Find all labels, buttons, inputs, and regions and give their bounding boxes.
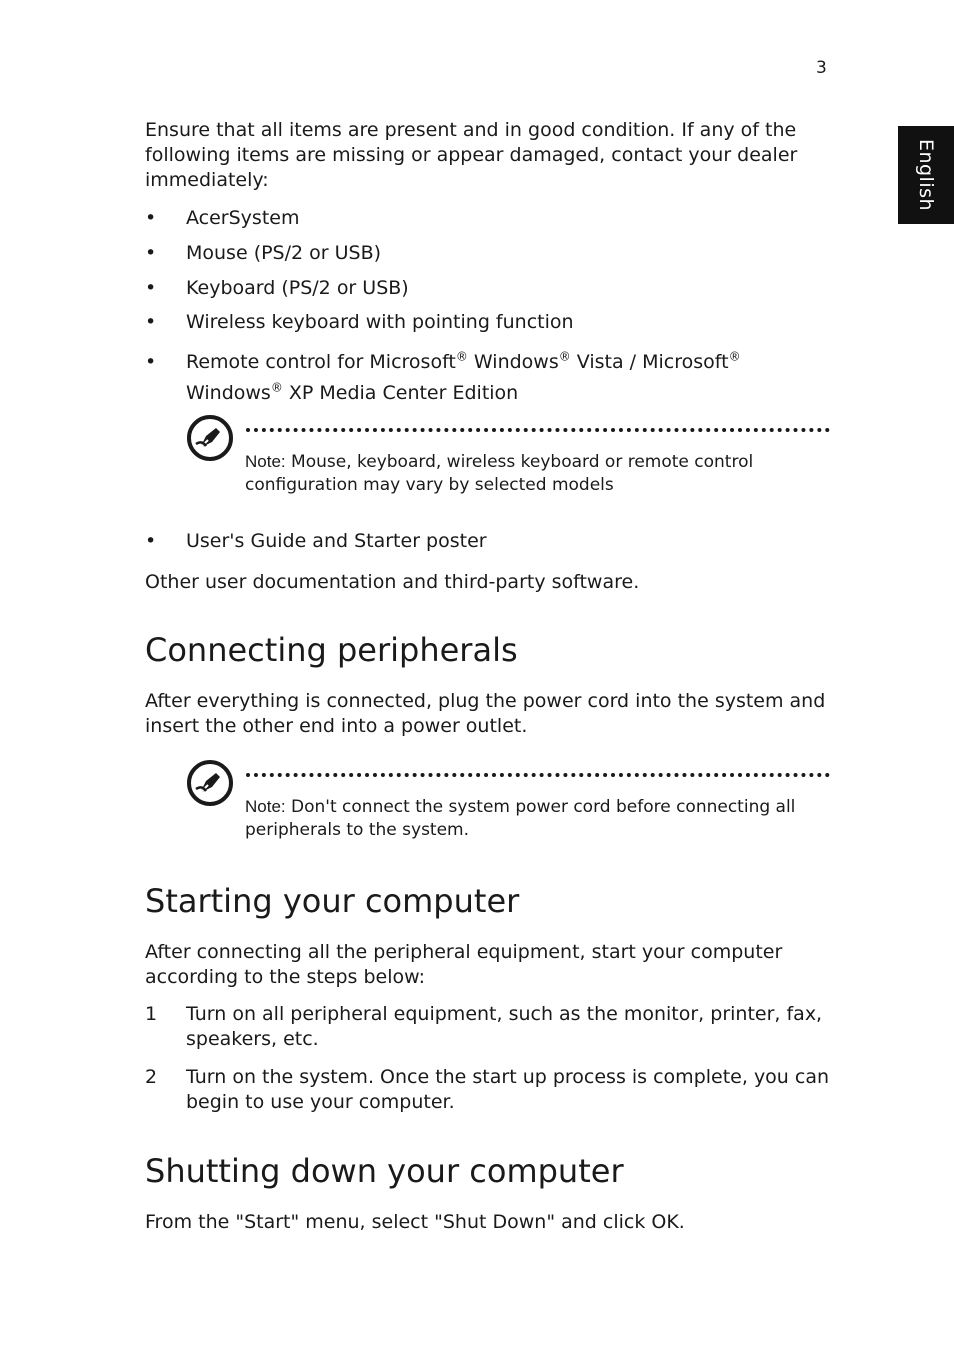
starting-paragraph: After connecting all the peripheral equipment, start your computer according to the steps below: [145,941,783,988]
list-item-text: Keyboard (PS/2 or USB) [186,277,409,299]
remote-text-2: Windows [467,351,559,373]
bullet-mark: • [145,277,157,299]
step-text: Turn on all peripheral equipment, such as the monitor, printer, fax, speakers, etc. [186,1003,823,1050]
note-label: Note: [245,797,286,816]
step-number: 1 [145,1003,158,1025]
note-body: Mouse, keyboard, wireless keyboard or remote control configuration may vary by selected models [245,452,754,495]
remote-text-1: Remote control for Microsoft [186,351,456,373]
remote-text-4: Windows [186,382,271,404]
note-box [186,759,836,849]
bullet-mark: • [145,351,157,373]
bullet-mark: • [145,207,157,229]
heading-starting-your-computer: Starting your computer [145,882,520,920]
bullet-mark: • [145,242,157,264]
heading-connecting-peripherals: Connecting peripherals [145,631,518,669]
remote-text-5: XP Media Center Edition [282,382,519,404]
note-body: Don't connect the system power cord before connecting all peripherals to the system. [245,797,796,840]
registered-mark: ® [270,380,283,395]
connecting-paragraph: After everything is connected, plug the power cord into the system and insert the other end into a power outlet. [145,690,826,737]
list-item-text: Mouse (PS/2 or USB) [186,242,382,264]
list-item-text: AcerSystem [186,207,300,229]
step-number: 2 [145,1066,158,1088]
other-docs-paragraph: Other user documentation and third-party software. [145,571,640,593]
bullet-mark: • [145,530,157,552]
note-divider [246,428,830,432]
list-item-text: User's Guide and Starter poster [186,530,487,552]
step-text: Turn on the system. Once the start up process is complete, you can begin to use your computer. [186,1066,830,1113]
shutting-paragraph: From the "Start" menu, select "Shut Down" and click OK. [145,1211,685,1233]
note-pen-icon [186,414,234,462]
remote-text-3: Vista / Microsoft [570,351,729,373]
note-text [245,795,830,842]
intro-paragraph: Ensure that all items are present and in good condition. If any of the following items are missing or appear damaged, contact your dealer immediately: [145,119,798,191]
registered-mark: ® [728,349,741,364]
note-box [186,414,836,504]
list-item-text: Wireless keyboard with pointing function [186,311,574,333]
note-label: Note: [245,452,286,471]
note-text [245,450,830,497]
registered-mark: ® [558,349,571,364]
registered-mark: ® [455,349,468,364]
note-pen-icon [186,759,234,807]
list-item-text [186,347,831,409]
language-tab-label: English [915,138,937,212]
page-number: 3 [816,58,827,78]
language-tab [898,126,954,224]
bullet-mark: • [145,311,157,333]
heading-shutting-down: Shutting down your computer [145,1152,624,1190]
note-divider [246,773,830,777]
